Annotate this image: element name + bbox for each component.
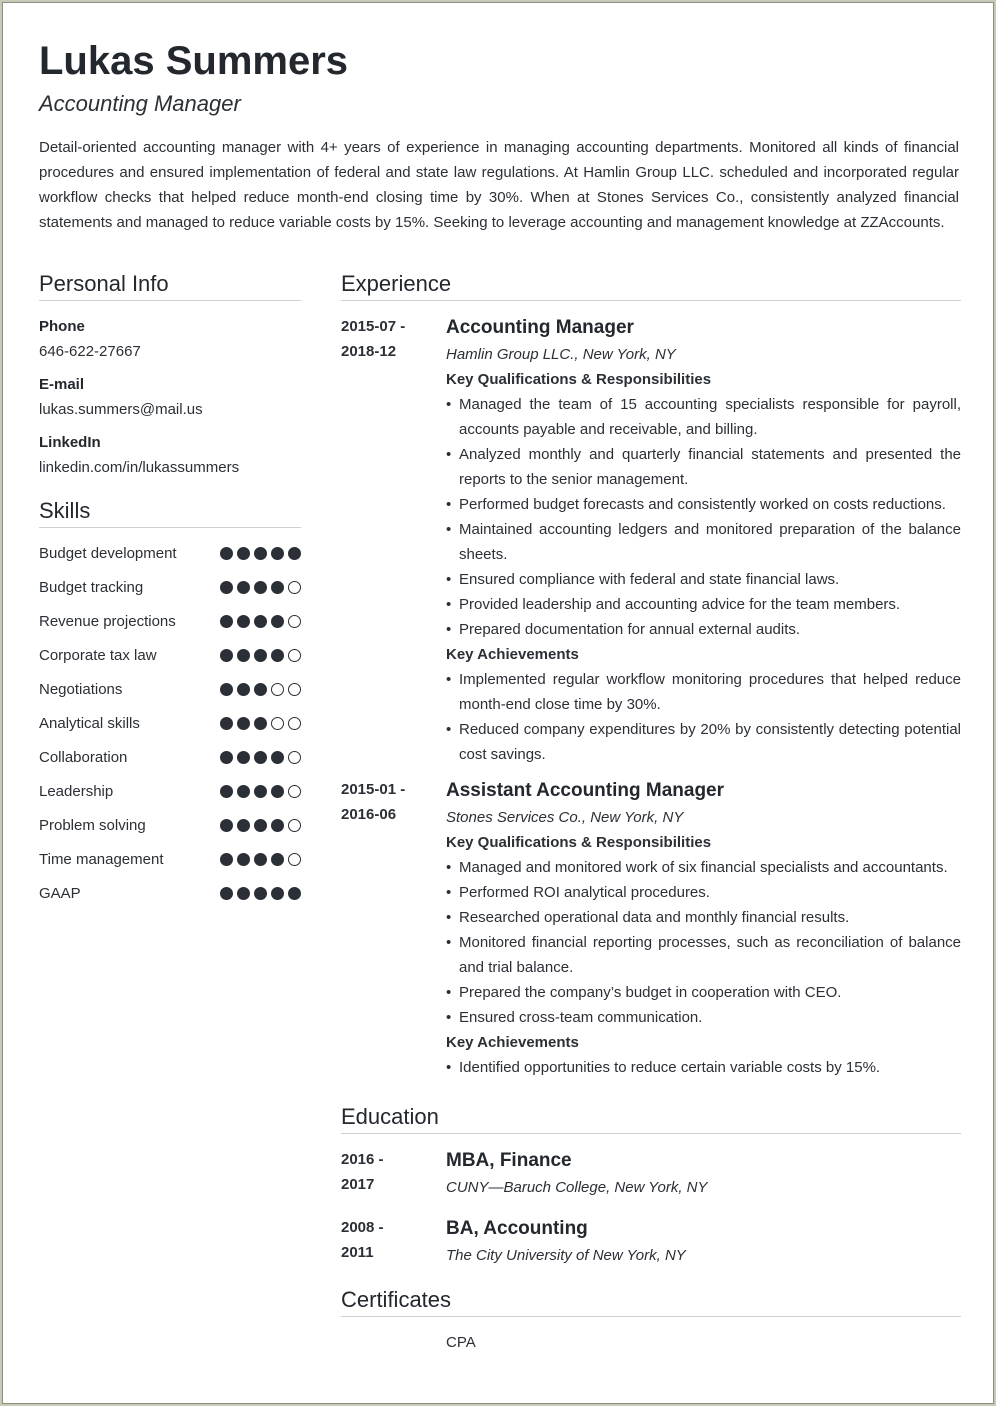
filled-dot-icon [220,887,233,900]
filled-dot-icon [288,547,301,560]
certificate-name: CPA [446,1334,476,1351]
bullet-item: • Performed ROI analytical procedures. [446,880,961,905]
filled-dot-icon [220,581,233,594]
skill-row [39,745,301,770]
filled-dot-icon [220,751,233,764]
entry-body [446,777,961,1080]
school-name: CUNY—Baruch College, New York, NY [446,1179,708,1196]
skill-level-rating [220,575,301,594]
entry-date [341,1215,446,1268]
filled-dot-icon [254,683,267,696]
qualifications-heading: Key Qualifications & Responsibilities [446,371,712,388]
empty-dot-icon [271,717,284,730]
info-phone [39,314,301,364]
empty-dot-icon [288,683,301,696]
date-start: 2016 - [341,1151,384,1168]
empty-dot-icon [288,785,301,798]
skill-level-rating [220,847,301,866]
certificates-heading: Certificates [341,1285,961,1317]
date-end: 2018-12 [341,343,397,360]
bullet-item: • Monitored financial reporting processes, such as reconciliation of balance and trial balance. [446,930,961,980]
filled-dot-icon [220,615,233,628]
filled-dot-icon [220,853,233,866]
filled-dot-icon [254,751,267,764]
info-value: linkedin.com/in/lukassummers [39,459,240,476]
date-end: 2011 [341,1244,374,1261]
empty-dot-icon [288,581,301,594]
skills-list [39,541,301,915]
bullet-item: • Identified opportunities to reduce certain variable costs by 15%. [446,1055,961,1080]
skill-name: Corporate tax law [39,647,157,664]
skill-name: GAAP [39,885,81,902]
entry-body [446,1147,961,1200]
filled-dot-icon [271,853,284,866]
filled-dot-icon [254,581,267,594]
filled-dot-icon [220,717,233,730]
filled-dot-icon [254,785,267,798]
achievements-heading: Key Achievements [446,1034,579,1051]
filled-dot-icon [271,751,284,764]
date-start: 2015-07 - [341,318,406,335]
education-entry [341,1215,961,1268]
summary-paragraph: Detail-oriented accounting manager with 4+ years of experience in managing accounting departments. Monitored all kinds of financial procedures and ensured implementation of federal and state law regulations. At Hamlin Group LLC. scheduled and incorporated regular workflow checks that helped reduce month-end closing time by 30%. When at Stones Services Co., consistently analyzed financial statements and managed to reduce variable costs by 15%. Seeking to leverage accounting and management knowledge at ZZAccounts. [39,139,959,231]
skill-name: Leadership [39,783,114,800]
experience-list [341,314,961,1090]
filled-dot-icon [237,581,250,594]
filled-dot-icon [220,819,233,832]
skill-name: Budget development [39,545,177,562]
info-label: Phone [39,318,85,335]
degree-title: MBA, Finance [446,1150,572,1171]
filled-dot-icon [237,785,250,798]
candidate-title: Accounting Manager [39,91,241,116]
skill-name: Revenue projections [39,613,176,630]
filled-dot-icon [237,547,250,560]
skill-level-rating [220,881,301,900]
info-label: E-mail [39,376,85,393]
skill-name: Analytical skills [39,715,140,732]
entry-date [341,314,446,767]
skills-heading: Skills [39,496,301,528]
certificates-list [341,1330,961,1355]
skill-name: Negotiations [39,681,123,698]
bullet-item: • Managed and monitored work of six financial specialists and accountants. [446,855,961,880]
skill-row [39,711,301,736]
school-name: The City University of New York, NY [446,1247,686,1264]
date-end: 2017 [341,1176,375,1193]
empty-dot-icon [271,683,284,696]
bullet-item: • Implemented regular workflow monitoring procedures that helped reduce month-end close time by 30%. [446,667,961,717]
filled-dot-icon [254,547,267,560]
personal-info-section [39,314,301,488]
empty-dot-icon [288,615,301,628]
filled-dot-icon [271,649,284,662]
skill-level-rating [220,677,301,696]
bullet-item: • Managed the team of 15 accounting specialists responsible for payroll, accounts payable and receivable, and billing. [446,392,961,442]
filled-dot-icon [271,887,284,900]
skill-level-rating [220,813,301,832]
info-value: 646-622-27667 [39,343,141,360]
filled-dot-icon [237,853,250,866]
experience-entry [341,777,961,1080]
info-linkedin [39,430,301,480]
entry-date [341,1147,446,1200]
entry-body [446,1215,961,1268]
qualifications-heading: Key Qualifications & Responsibilities [446,834,712,851]
filled-dot-icon [271,819,284,832]
filled-dot-icon [254,853,267,866]
skill-row [39,677,301,702]
bullet-item: • Researched operational data and monthly financial results. [446,905,961,930]
filled-dot-icon [237,649,250,662]
skill-row [39,541,301,566]
filled-dot-icon [254,649,267,662]
filled-dot-icon [237,887,250,900]
skill-level-rating [220,643,301,662]
entry-date-empty [341,1330,446,1355]
company-name: Stones Services Co., New York, NY [446,809,684,826]
filled-dot-icon [254,887,267,900]
filled-dot-icon [288,887,301,900]
filled-dot-icon [237,751,250,764]
education-list [341,1147,961,1283]
skill-row [39,881,301,906]
bullet-item: • Prepared documentation for annual external audits. [446,617,961,642]
empty-dot-icon [288,853,301,866]
experience-entry [341,314,961,767]
filled-dot-icon [254,717,267,730]
skill-name: Budget tracking [39,579,144,596]
skill-level-rating [220,745,301,764]
filled-dot-icon [220,683,233,696]
bullet-item: • Ensured compliance with federal and state financial laws. [446,567,961,592]
skill-row [39,575,301,600]
skill-row [39,847,301,872]
certificate-entry [341,1330,961,1355]
bullet-item: • Prepared the company’s budget in cooperation with CEO. [446,980,961,1005]
date-end: 2016-06 [341,806,397,823]
skill-name: Collaboration [39,749,128,766]
filled-dot-icon [237,717,250,730]
empty-dot-icon [288,717,301,730]
bullet-item: • Maintained accounting ledgers and monitored preparation of the balance sheets. [446,517,961,567]
skill-name: Time management [39,851,164,868]
skill-level-rating [220,711,301,730]
skill-level-rating [220,541,301,560]
achievements-heading: Key Achievements [446,646,579,663]
bullet-item: • Analyzed monthly and quarterly financial statements and presented the reports to the senior management. [446,442,961,492]
education-heading: Education [341,1102,961,1134]
resume-page [2,2,994,1404]
entry-body [446,314,961,767]
skill-row [39,813,301,838]
bullet-item: • Performed budget forecasts and consistently worked on costs reductions. [446,492,961,517]
filled-dot-icon [271,581,284,594]
filled-dot-icon [237,615,250,628]
filled-dot-icon [237,819,250,832]
job-title: Assistant Accounting Manager [446,780,725,801]
company-name: Hamlin Group LLC., New York, NY [446,346,676,363]
date-start: 2015-01 - [341,781,406,798]
info-email [39,372,301,422]
skill-name: Problem solving [39,817,146,834]
filled-dot-icon [220,547,233,560]
filled-dot-icon [220,785,233,798]
bullet-item: • Provided leadership and accounting advice for the team members. [446,592,961,617]
filled-dot-icon [271,615,284,628]
date-start: 2008 - [341,1219,384,1236]
filled-dot-icon [254,615,267,628]
experience-heading: Experience [341,269,961,301]
empty-dot-icon [288,649,301,662]
bullet-item: • Reduced company expenditures by 20% by consistently detecting potential cost savings. [446,717,961,767]
skill-row [39,779,301,804]
filled-dot-icon [220,649,233,662]
filled-dot-icon [271,547,284,560]
achievements-list [446,667,961,767]
filled-dot-icon [271,785,284,798]
skill-row [39,643,301,668]
entry-date [341,777,446,1080]
skill-level-rating [220,609,301,628]
skill-row [39,609,301,634]
info-label: LinkedIn [39,434,101,451]
bullet-item: • Ensured cross-team communication. [446,1005,961,1030]
responsibilities-list [446,392,961,642]
education-entry [341,1147,961,1200]
job-title: Accounting Manager [446,317,634,338]
candidate-name: Lukas Summers [39,39,349,83]
personal-info-heading: Personal Info [39,269,301,301]
empty-dot-icon [288,751,301,764]
filled-dot-icon [237,683,250,696]
empty-dot-icon [288,819,301,832]
filled-dot-icon [254,819,267,832]
responsibilities-list [446,855,961,1030]
achievements-list [446,1055,961,1080]
degree-title: BA, Accounting [446,1218,588,1239]
skill-level-rating [220,779,301,798]
info-value: lukas.summers@mail.us [39,401,203,418]
